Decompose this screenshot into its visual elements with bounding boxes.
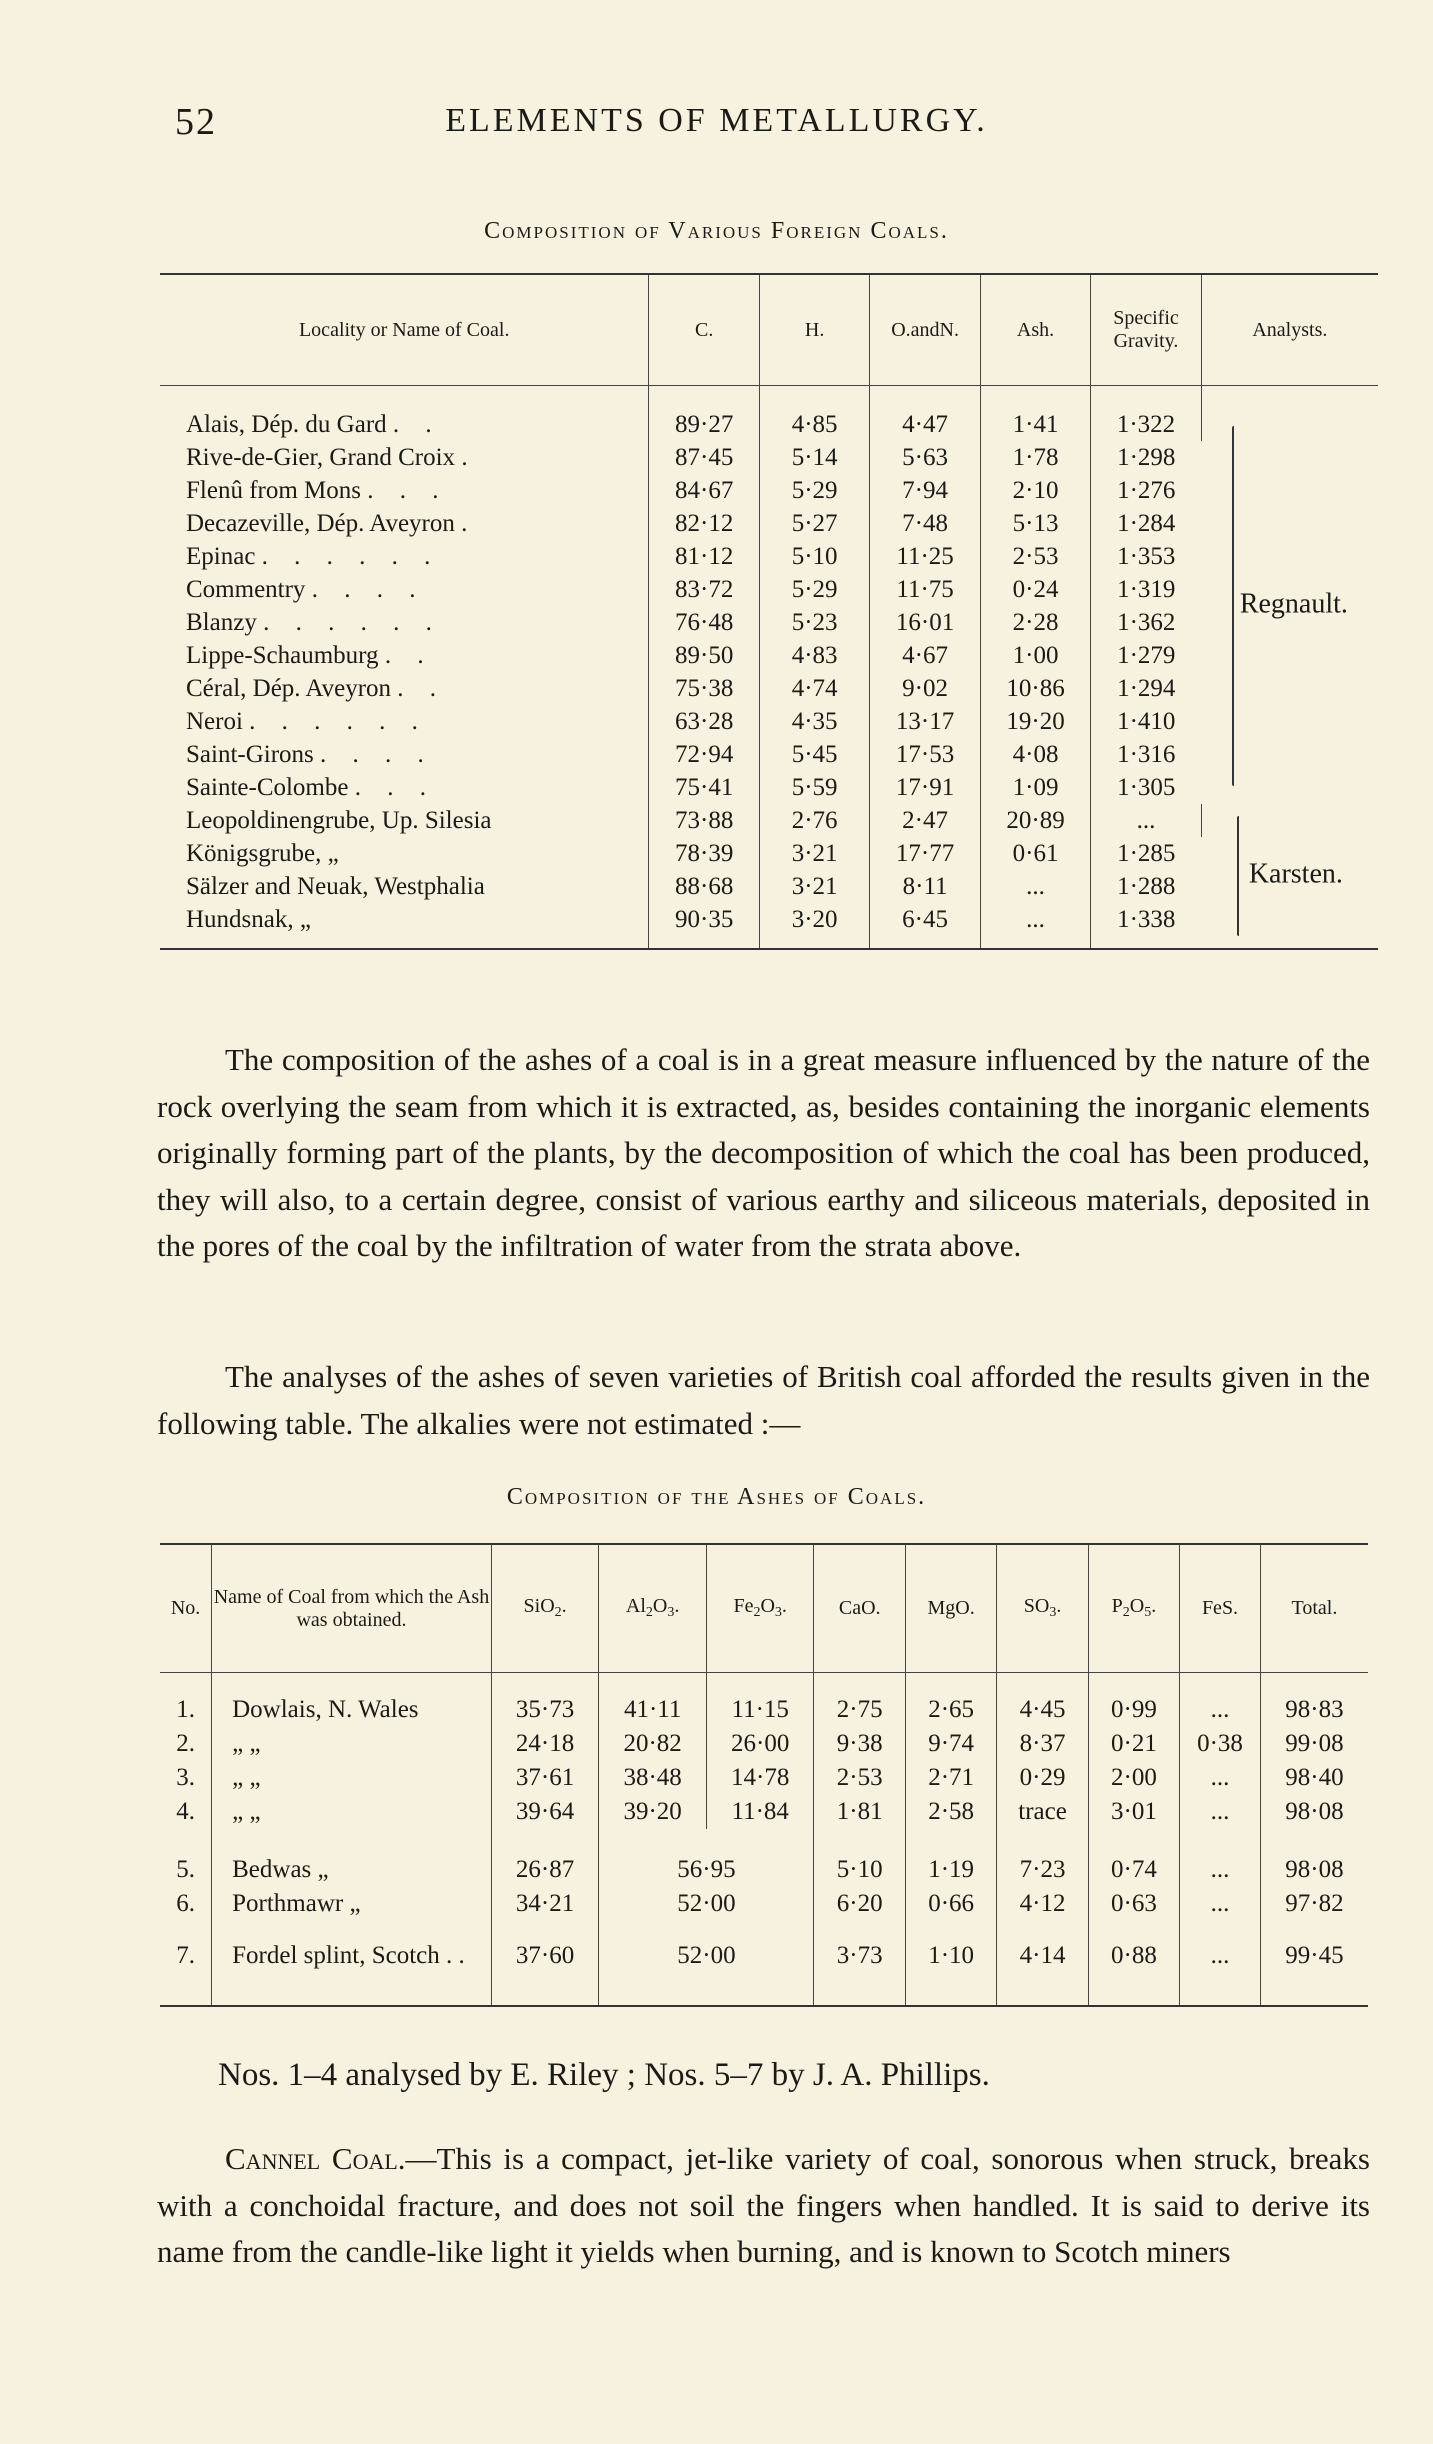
table-row — [160, 639, 1378, 672]
value-cell-so3: 4·12 — [997, 1887, 1088, 1921]
leader-dots: . . . — [354, 774, 436, 801]
coal-locality-cell — [160, 639, 649, 672]
table1-body — [160, 386, 1378, 950]
value-cell-h: 5·14 — [759, 441, 869, 474]
value-cell-mgo: 9·74 — [905, 1727, 996, 1761]
leader-dots: „ — [299, 906, 321, 933]
value-cell-sg: 1·322 — [1091, 386, 1201, 442]
leader-dots: . . . . . . — [263, 609, 442, 636]
leader-dots: . . — [384, 642, 434, 669]
value-cell-c: 90·35 — [649, 903, 759, 949]
value-cell-ash: 10·86 — [980, 672, 1090, 705]
page-number: 52 — [175, 101, 217, 143]
value-cell-p2o5: 0·88 — [1088, 1921, 1179, 2006]
value-cell-h: 4·74 — [759, 672, 869, 705]
value-cell-sg: 1·285 — [1117, 840, 1176, 867]
value-cell-sg: 1·305 — [1117, 774, 1176, 801]
coal-name: „ „ — [212, 1761, 492, 1795]
value-cell-h: 3·21 — [759, 870, 869, 903]
coal-name: „ „ — [212, 1795, 492, 1829]
table-row — [160, 771, 1378, 804]
value-cell-fe2o3: 11·84 — [706, 1795, 814, 1829]
value-cell-p2o5: 0·63 — [1088, 1887, 1179, 1921]
value-cell-so3: 0·29 — [997, 1761, 1088, 1795]
value-cell-on: 13·17 — [870, 705, 980, 738]
table-row — [160, 1921, 1368, 2006]
coal-locality-cell — [160, 386, 649, 442]
value-cell-ash: 1·09 — [980, 771, 1090, 804]
value-cell-sio2: 37·61 — [491, 1761, 599, 1795]
value-cell-so3: 4·14 — [997, 1921, 1088, 2006]
value-cell-sg: 1·338 — [1117, 906, 1176, 933]
value-cell-h: 5·23 — [759, 606, 869, 639]
value-cell-fes: ... — [1180, 1795, 1261, 1829]
coal-name: Alais, Dép. du Gard — [186, 411, 387, 438]
value-cell-ash: 1·00 — [980, 639, 1090, 672]
value-cell-fes: ... — [1180, 1673, 1261, 1728]
table-row — [160, 474, 1378, 507]
coal-locality-cell — [160, 870, 649, 903]
coal-locality-cell — [160, 738, 649, 771]
row-number: 4. — [160, 1795, 212, 1829]
coal-name: Hundsnak, — [186, 906, 294, 933]
col-header-sio2: SiO$_2$. — [491, 1544, 599, 1673]
value-cell-h: 4·85 — [759, 386, 869, 442]
value-cell-sio2: 39·64 — [491, 1795, 599, 1829]
value-cell-mgo: 0·66 — [905, 1887, 996, 1921]
value-cell-al2o3-fe2o3-combined: 52·00 — [599, 1921, 814, 2006]
coal-name: Sälzer and Neuak, Westphalia — [186, 873, 485, 900]
row-number: 7. — [160, 1921, 212, 2006]
value-cell-total: 98·40 — [1285, 1764, 1344, 1791]
value-cell-h: 2·76 — [759, 804, 869, 837]
table-row — [160, 870, 1378, 903]
brace-karsten — [1237, 816, 1239, 936]
value-cell-on: 11·75 — [870, 573, 980, 606]
coal-name: Céral, Dép. Aveyron — [186, 675, 392, 702]
table-row — [160, 1829, 1368, 1887]
table-header-row — [160, 1544, 1368, 1673]
value-cell-ash: 0·61 — [980, 837, 1090, 870]
paragraph-ash-composition: The composition of the ashes of a coal is in a great measure influenced by the nature of the rock overlying the seam from which it is extracted, as, besides containing the inorganic elements originally forming part of the plants, by the decomposition of which the coal has been produced, they will also, to a certain degree, consist of various earthy and siliceous materials, deposited in the pores of the coal by the infiltration of water from the strata above. — [157, 1042, 1370, 1263]
col-header-on: O.andN. — [870, 274, 980, 386]
coal-name: „ „ — [212, 1727, 492, 1761]
value-cell-c: 63·28 — [649, 705, 759, 738]
col-header-c: C. — [649, 274, 759, 386]
col-header-total: Total. — [1291, 1597, 1338, 1619]
table-row — [160, 606, 1378, 639]
value-cell-cao: 3·73 — [814, 1921, 905, 2006]
value-cell-total: 99·45 — [1285, 1942, 1344, 1969]
value-cell-ash: 2·28 — [980, 606, 1090, 639]
value-cell-al2o3: 39·20 — [599, 1795, 707, 1829]
value-cell-al2o3: 20·82 — [599, 1727, 707, 1761]
row-number: 5. — [160, 1829, 212, 1887]
value-cell-c: 75·38 — [649, 672, 759, 705]
value-cell-h: 3·21 — [759, 837, 869, 870]
value-cell-sio2: 35·73 — [491, 1673, 599, 1728]
value-cell-sio2: 34·21 — [491, 1887, 599, 1921]
value-cell-on: 4·67 — [870, 639, 980, 672]
table-header-row — [160, 274, 1378, 386]
value-cell-mgo: 2·58 — [905, 1795, 996, 1829]
value-cell-total: 97·82 — [1285, 1890, 1344, 1917]
coal-locality-cell — [160, 441, 649, 474]
value-cell-al2o3: 38·48 — [599, 1761, 707, 1795]
value-cell-fes: ... — [1180, 1887, 1261, 1921]
leader-dots: . . . . — [311, 576, 426, 603]
value-cell-ash: 1·41 — [980, 386, 1090, 442]
value-cell-h: 5·29 — [759, 573, 869, 606]
analyst-karsten-cell — [1201, 804, 1378, 949]
value-cell-ash: 20·89 — [980, 804, 1090, 837]
value-cell-h: 4·83 — [759, 639, 869, 672]
value-cell-h: 5·29 — [759, 474, 869, 507]
coal-locality-cell — [160, 474, 649, 507]
col-header-locality: Locality or Name of Coal. — [160, 274, 649, 386]
value-cell-on: 2·47 — [870, 804, 980, 837]
col-header-fes: FeS. — [1180, 1544, 1261, 1673]
value-cell-sg: 1·316 — [1117, 741, 1176, 768]
value-cell-fe2o3: 26·00 — [706, 1727, 814, 1761]
value-cell-fes: ... — [1180, 1761, 1261, 1795]
coal-locality-cell — [160, 507, 649, 540]
value-cell-mgo: 2·71 — [905, 1761, 996, 1795]
value-cell-p2o5: 0·74 — [1088, 1829, 1179, 1887]
value-cell-so3: 8·37 — [997, 1727, 1088, 1761]
table-row — [160, 507, 1378, 540]
col-header-analysts: Analysts. — [1252, 318, 1328, 341]
value-cell-ash: 1·78 — [980, 441, 1090, 474]
value-cell-fe2o3: 11·15 — [706, 1673, 814, 1728]
col-header-p2o5: $P_2O_5$. — [1088, 1544, 1179, 1673]
value-cell-p2o5: 0·21 — [1088, 1727, 1179, 1761]
table-row — [160, 540, 1378, 573]
value-cell-on: 17·77 — [870, 837, 980, 870]
coal-locality-cell — [160, 903, 649, 949]
value-cell-sg: 1·276 — [1117, 477, 1176, 504]
value-cell-mgo: 2·65 — [905, 1673, 996, 1728]
table-row — [160, 705, 1378, 738]
value-cell-h: 5·10 — [759, 540, 869, 573]
value-cell-mgo: 1·19 — [905, 1829, 996, 1887]
col-header-sg: Specific Gravity. — [1091, 274, 1201, 386]
value-cell-on: 8·11 — [870, 870, 980, 903]
value-cell-sg: 1·353 — [1117, 543, 1176, 570]
value-cell-total: 98·08 — [1285, 1798, 1344, 1825]
leader-dots: „ — [327, 840, 349, 867]
value-cell-sg: 1·298 — [1117, 444, 1176, 471]
coal-locality-cell — [160, 540, 649, 573]
value-cell-sg: ... — [1091, 804, 1201, 837]
value-cell-cao: 6·20 — [814, 1887, 905, 1921]
leader-dots: . — [461, 510, 478, 537]
leader-dots: . . . . . . — [249, 708, 428, 735]
col-header-al2o3: $Al_2O_3$. — [599, 1544, 707, 1673]
table-row — [160, 672, 1378, 705]
coal-locality-cell — [160, 573, 649, 606]
value-cell-on: 6·45 — [870, 903, 980, 949]
row-number: 1. — [160, 1673, 212, 1728]
value-cell-so3: 4·45 — [997, 1673, 1088, 1728]
value-cell-ash: ... — [980, 870, 1090, 903]
table-row — [160, 1761, 1368, 1795]
value-cell-fes: 0·38 — [1180, 1727, 1261, 1761]
table-row — [160, 1887, 1368, 1921]
value-cell-h: 5·59 — [759, 771, 869, 804]
value-cell-c: 73·88 — [649, 804, 759, 837]
value-cell-h: 5·27 — [759, 507, 869, 540]
value-cell-sg: 1·294 — [1117, 675, 1176, 702]
coal-name: Dowlais, N. Wales — [212, 1673, 492, 1728]
value-cell-ash: ... — [980, 903, 1090, 949]
table1-caption: Composition of Various Foreign Coals. — [484, 218, 949, 244]
running-title: ELEMENTS OF METALLURGY. — [445, 102, 988, 139]
row-number: 2. — [160, 1727, 212, 1761]
value-cell-fes: ... — [1180, 1921, 1261, 2006]
value-cell-sg: 1·362 — [1117, 609, 1176, 636]
table-row — [160, 1795, 1368, 1829]
coal-locality-cell — [160, 804, 649, 837]
value-cell-c: 78·39 — [649, 837, 759, 870]
value-cell-cao: 2·53 — [814, 1761, 905, 1795]
value-cell-cao: 2·75 — [814, 1673, 905, 1728]
value-cell-mgo: 1·10 — [905, 1921, 996, 2006]
value-cell-on: 17·53 — [870, 738, 980, 771]
coal-name: Commentry — [186, 576, 306, 603]
value-cell-h: 3·20 — [759, 903, 869, 949]
value-cell-c: 76·48 — [649, 606, 759, 639]
table-row — [160, 1673, 1368, 1728]
value-cell-ash: 0·24 — [980, 573, 1090, 606]
value-cell-cao: 1·81 — [814, 1795, 905, 1829]
table2-caption: Composition of the Ashes of Coals. — [506, 1484, 927, 1510]
coal-name: Fordel splint, Scotch . . — [212, 1921, 492, 2006]
col-header-ash: Ash. — [980, 274, 1090, 386]
page-header — [0, 100, 1433, 150]
value-cell-sio2: 26·87 — [491, 1829, 599, 1887]
value-cell-on: 11·25 — [870, 540, 980, 573]
value-cell-on: 5·63 — [870, 441, 980, 474]
col-header-name: Name of Coal from which the Ash was obtained. — [212, 1544, 492, 1673]
value-cell-sg: 1·279 — [1117, 642, 1176, 669]
value-cell-c: 83·72 — [649, 573, 759, 606]
coal-name: Rive-de-Gier, Grand Croix — [186, 444, 456, 471]
value-cell-on: 9·02 — [870, 672, 980, 705]
coal-name: Königsgrube, — [186, 840, 322, 867]
row-number: 3. — [160, 1761, 212, 1795]
leader-dots: . — [461, 444, 478, 471]
value-cell-al2o3-fe2o3-combined: 56·95 — [599, 1829, 814, 1887]
analysts-note: Nos. 1–4 analysed by E. Riley ; Nos. 5–7 by J. A. Phillips. — [218, 2057, 990, 2093]
col-header-so3: $SO_3$. — [997, 1544, 1088, 1673]
table-row — [160, 738, 1378, 771]
value-cell-cao: 5·10 — [814, 1829, 905, 1887]
coal-name: Bedwas „ — [212, 1829, 492, 1887]
coal-name: Decazeville, Dép. Aveyron — [186, 510, 455, 537]
analyst-regnault-cell — [1201, 386, 1378, 805]
value-cell-sg: 1·319 — [1117, 576, 1176, 603]
value-cell-sio2: 37·60 — [491, 1921, 599, 2006]
value-cell-ash: 2·53 — [980, 540, 1090, 573]
col-header-fe2o3: $Fe_2O_3$. — [706, 1544, 814, 1673]
value-cell-h: 5·45 — [759, 738, 869, 771]
value-cell-fes: ... — [1180, 1829, 1261, 1887]
value-cell-sio2: 24·18 — [491, 1727, 599, 1761]
value-cell-p2o5: 2·00 — [1088, 1761, 1179, 1795]
value-cell-c: 87·45 — [649, 441, 759, 474]
value-cell-on: 17·91 — [870, 771, 980, 804]
coal-name: Blanzy — [186, 609, 257, 636]
value-cell-on: 4·47 — [870, 386, 980, 442]
value-cell-p2o5: 3·01 — [1088, 1795, 1179, 1829]
value-cell-ash: 2·10 — [980, 474, 1090, 507]
value-cell-c: 88·68 — [649, 870, 759, 903]
table-row — [160, 837, 1378, 870]
coal-ash-table — [160, 1543, 1368, 2007]
coal-name: Leopoldinengrube, Up. Silesia — [186, 807, 492, 834]
coal-locality-cell — [160, 771, 649, 804]
coal-name: Neroi — [186, 708, 243, 735]
coal-name: Porthmawr „ — [212, 1887, 492, 1921]
table-row — [160, 1727, 1368, 1761]
value-cell-on: 7·94 — [870, 474, 980, 507]
row-number: 6. — [160, 1887, 212, 1921]
value-cell-on: 16·01 — [870, 606, 980, 639]
value-cell-h: 4·35 — [759, 705, 869, 738]
col-header-h: H. — [759, 274, 869, 386]
value-cell-fe2o3: 14·78 — [706, 1761, 814, 1795]
leader-dots: . . . . . . — [261, 543, 441, 570]
coal-name: Sainte-Colombe — [186, 774, 349, 801]
paragraph-cannel-coal — [157, 2136, 1370, 2276]
coal-locality-cell — [160, 606, 649, 639]
value-cell-total: 98·83 — [1285, 1696, 1344, 1723]
coal-name: Lippe-Schaumburg — [186, 642, 379, 669]
value-cell-c: 89·50 — [649, 639, 759, 672]
analyst-regnault: Regnault. — [1239, 588, 1348, 620]
value-cell-al2o3: 41·11 — [599, 1673, 707, 1728]
coal-locality-cell — [160, 672, 649, 705]
coal-name: Epinac — [186, 543, 256, 570]
value-cell-ash: 5·13 — [980, 507, 1090, 540]
analyst-karsten: Karsten. — [1248, 858, 1343, 890]
paragraph-ash-analyses: The analyses of the ashes of seven varieties of British coal afforded the results given in the following table. The alkalies were not estimated :— — [157, 1359, 1370, 1441]
cannel-coal-text: —This is a compact, jet-like variety of coal, sonorous when struck, breaks with a conchoidal fracture, and does not soil the fingers when handled. It is said to derive its name from the candle-like light it yields when burning, and is known to Scotch miners — [157, 2141, 1370, 2269]
leader-dots: . . — [392, 411, 442, 438]
value-cell-c: 89·27 — [649, 386, 759, 442]
value-cell-ash: 19·20 — [980, 705, 1090, 738]
col-header-no: No. — [160, 1544, 212, 1673]
table-row — [160, 573, 1378, 606]
value-cell-sg: 1·288 — [1117, 873, 1176, 900]
value-cell-c: 81·12 — [649, 540, 759, 573]
brace-regnault — [1232, 426, 1234, 786]
table2-body — [160, 1673, 1368, 2007]
value-cell-c: 82·12 — [649, 507, 759, 540]
col-header-cao: CaO. — [814, 1544, 905, 1673]
value-cell-so3: 7·23 — [997, 1829, 1088, 1887]
value-cell-sg: 1·410 — [1117, 708, 1176, 735]
leader-dots: . . . — [367, 477, 449, 504]
foreign-coals-table — [160, 273, 1378, 950]
table-row — [160, 441, 1378, 474]
value-cell-p2o5: 0·99 — [1088, 1673, 1179, 1728]
value-cell-c: 72·94 — [649, 738, 759, 771]
leader-dots: . . — [397, 675, 447, 702]
table-row — [160, 903, 1378, 949]
value-cell-ash: 4·08 — [980, 738, 1090, 771]
value-cell-c: 75·41 — [649, 771, 759, 804]
value-cell-c: 84·67 — [649, 474, 759, 507]
value-cell-al2o3-fe2o3-combined: 52·00 — [599, 1887, 814, 1921]
value-cell-cao: 9·38 — [814, 1727, 905, 1761]
cannel-coal-heading: Cannel Coal. — [225, 2141, 406, 2176]
coal-locality-cell — [160, 837, 649, 870]
value-cell-total: 98·08 — [1285, 1856, 1344, 1883]
leader-dots: . . . . — [320, 741, 434, 768]
value-cell-total: 99·08 — [1285, 1730, 1344, 1757]
value-cell-so3: trace — [997, 1795, 1088, 1829]
table-row — [160, 804, 1378, 837]
value-cell-on: 7·48 — [870, 507, 980, 540]
col-header-mgo: MgO. — [905, 1544, 996, 1673]
coal-name: Flenû from Mons — [186, 477, 361, 504]
table-row — [160, 386, 1378, 442]
coal-locality-cell — [160, 705, 649, 738]
coal-name: Saint-Girons — [186, 741, 314, 768]
value-cell-sg: 1·284 — [1117, 510, 1176, 537]
